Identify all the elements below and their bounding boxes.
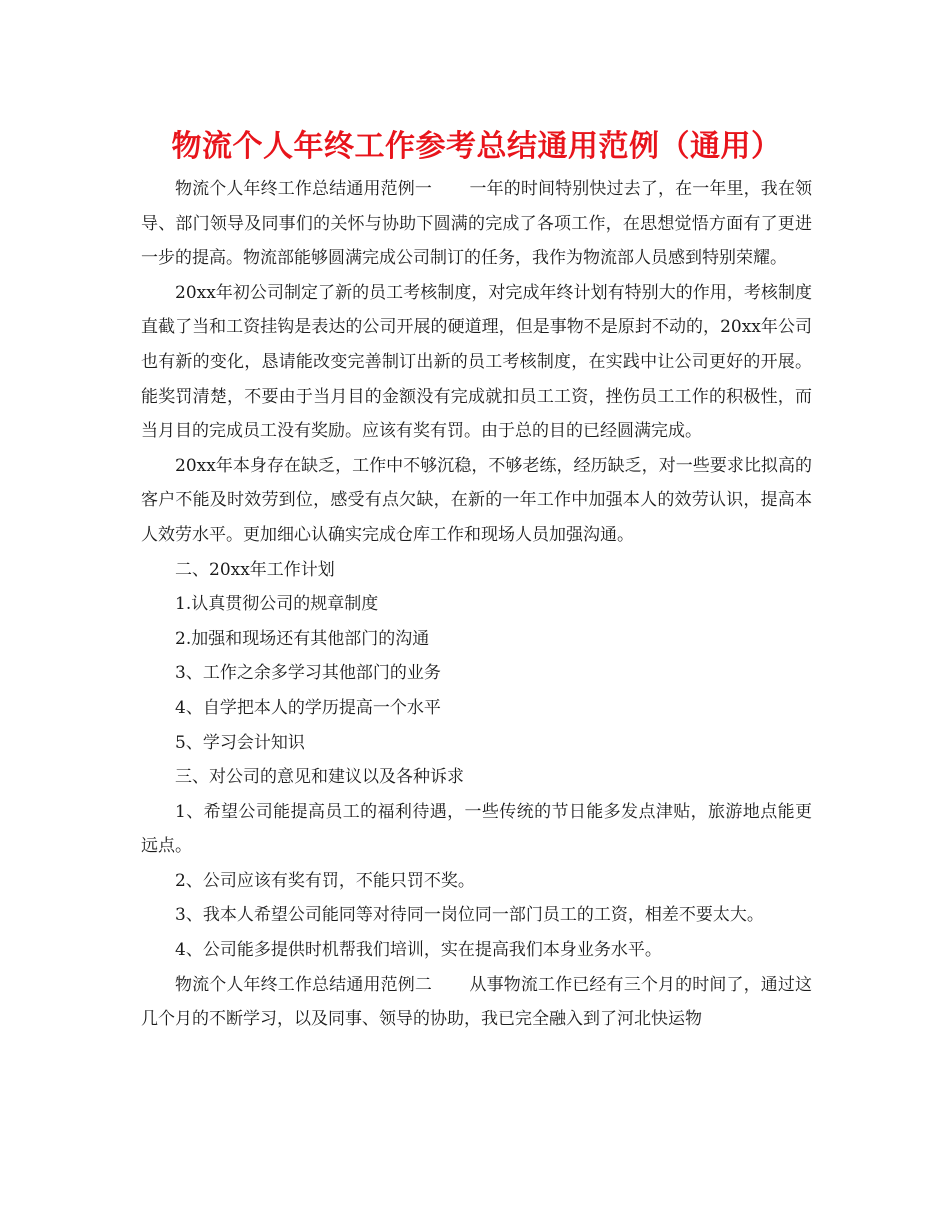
suggestion-item-2: 2、公司应该有奖有罚，不能只罚不奖。 (175, 870, 475, 891)
suggestion-item-4: 4、公司能多提供时机帮我们培训，实在提高我们本身业务水平。 (175, 940, 662, 961)
plan-item-4: 4、自学把本人的学历提高一个水平 (175, 697, 441, 718)
intro-label: 物流个人年终工作总结通用范例一 (175, 179, 432, 199)
plan-item-2: 2.加强和现场还有其他部门的沟通 (175, 628, 430, 649)
paragraph-outro (141, 968, 812, 1037)
paragraph-2: 20xx年本身存在缺乏，工作中不够沉稳，不够老练，经历缺乏，对一些要求比拟高的客户不能及时效劳到位，感受有点欠缺，在新的一年工作中加强本人的效劳认识，提高本人效劳水平。更加细心认确实完成仓库工作和现场人员加强沟通。 (141, 455, 812, 545)
intro-text: 一年的时间特别快过去了，在一年里，我在领导、部门领导及同事们的关怀与协助下圆满的完成了各项工作，在思想觉悟方面有了更进一步的提高。物流部能够圆满完成公司制订的任务，我作为物流部人员感到特别荣耀。 (141, 179, 813, 269)
section-heading-plan: 二、20xx年工作计划 (175, 559, 335, 580)
outro-text: 从事物流工作已经有三个月的时间了，通过这几个月的不断学习，以及同事、领导的协助，我已完全融入到了河北快运物 (141, 974, 813, 1030)
outro-label: 物流个人年终工作总结通用范例二 (175, 974, 432, 995)
suggestion-item-3: 3、我本人希望公司能同等对待同一岗位同一部门员工的工资，相差不要太大。 (175, 905, 764, 926)
document-title: 物流个人年终工作参考总结通用范例（通用） (171, 129, 782, 164)
paragraph-1: 20xx年初公司制定了新的员工考核制度，对完成年终计划有特别大的作用，考核制度直截了当和工资挂钩是表达的公司开展的硬道理，但是事物不是原封不动的，20xx年公司也有新的变化，恳请能改变完善制订出新的员工考核制度，在实践中让公司更好的开展。能奖罚清楚，不要由于当月目的金额没有完成就扣员工工资，挫伤员工工作的积极性，而当月目的完成员工没有奖励。应该有奖有罚。由于总的目的已经圆满完成。 (141, 282, 812, 442)
section-heading-suggestions: 三、对公司的意见和建议以及各种诉求 (175, 767, 464, 788)
plan-item-5: 5、学习会计知识 (175, 732, 305, 753)
plan-item-1: 1.认真贯彻公司的规章制度 (175, 594, 379, 615)
suggestion-item-1: 1、希望公司能提高员工的福利待遇，一些传统的节日能多发点津贴，旅游地点能更远点。 (141, 801, 812, 857)
plan-item-3: 3、工作之余多学习其他部门的业务 (175, 663, 441, 684)
paragraph-intro (141, 172, 812, 276)
